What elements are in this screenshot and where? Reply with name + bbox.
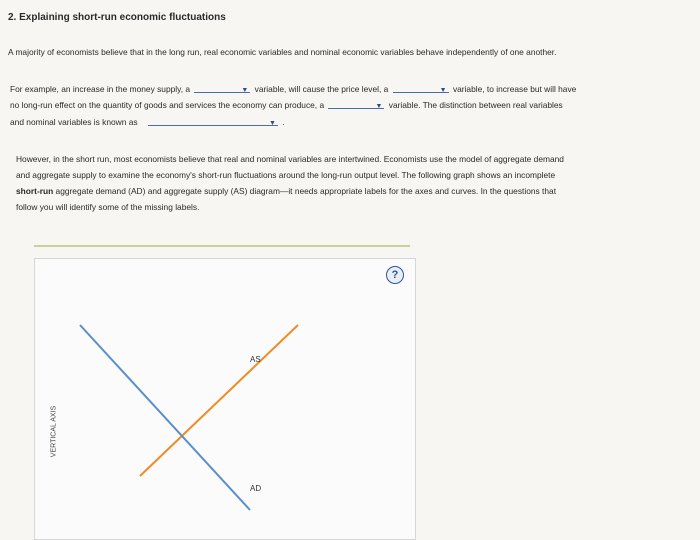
dropdown-arrow-icon: ▼ bbox=[439, 87, 447, 94]
fill-text: . bbox=[282, 117, 285, 127]
help-icon[interactable]: ? bbox=[386, 266, 404, 284]
intro-text: A majority of economists believe that in the long run, real economic variables and nominal economic variables behave independently of one another. bbox=[8, 47, 557, 57]
as-curve[interactable] bbox=[140, 325, 298, 476]
fill-text: variable, to increase but will have bbox=[452, 84, 577, 94]
fill-text: variable. The distinction between real variables bbox=[388, 100, 563, 110]
fill-text: and nominal variables is known as bbox=[10, 117, 138, 127]
short-run-line-1: However, in the short run, most economists believe that real and nominal variables are intertwined. Economists use the model of aggregate demand bbox=[16, 154, 564, 164]
fill-text: For example, an increase in the money supply, a bbox=[10, 84, 191, 94]
dropdown-arrow-icon: ▼ bbox=[268, 120, 276, 127]
dropdown-arrow-icon: ▼ bbox=[241, 87, 249, 94]
dropdown-arrow-icon: ▼ bbox=[375, 103, 383, 110]
short-run-line-4: follow you will identify some of the missing labels. bbox=[16, 202, 200, 212]
fill-text: no long-run effect on the quantity of goods and services the economy can produce, a bbox=[10, 100, 325, 110]
ad-curve-label[interactable]: AD bbox=[250, 484, 262, 493]
short-run-emphasis: short-run bbox=[16, 186, 54, 196]
short-run-text: aggregate demand (AD) and aggregate supply (AS) diagram—it needs appropriate labels for the axes and curves. In the questions that bbox=[55, 186, 557, 196]
vertical-axis-label[interactable]: VERTICAL AXIS bbox=[50, 405, 58, 458]
fill-text: variable, will cause the price level, a bbox=[254, 84, 389, 94]
ad-curve[interactable] bbox=[80, 325, 250, 510]
short-run-line-2: and aggregate supply to examine the economy's short-run fluctuations around the long-run output level. The following graph shows an incomplete bbox=[16, 170, 556, 180]
question-title: 2. Explaining short-run economic fluctuations bbox=[8, 12, 226, 23]
as-curve-label[interactable]: AS bbox=[250, 355, 261, 364]
